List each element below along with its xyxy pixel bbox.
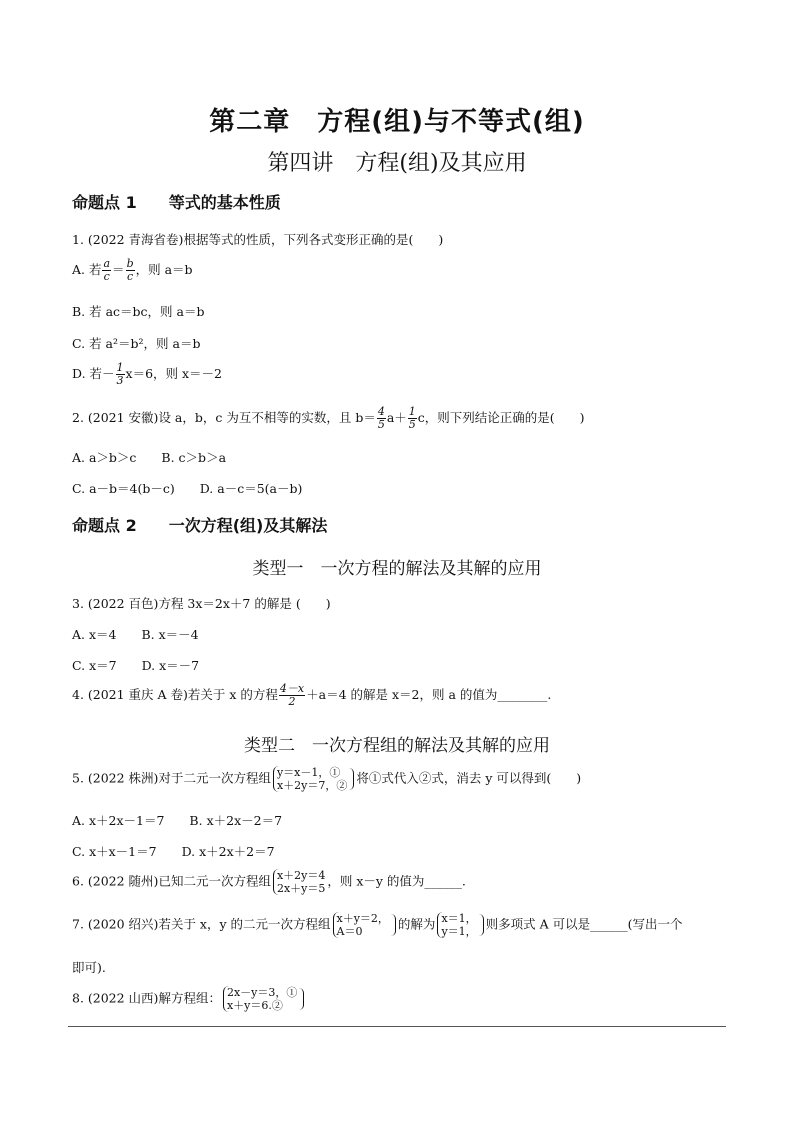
fraction: $\frac{1}{5}$ [408, 405, 416, 431]
question-1-option-a: A. 若 $\frac{a}{c}$ ＝ $\frac{b}{c}$ ，则 a＝b [72, 257, 193, 283]
solution-system: x＝1， y＝1， [437, 912, 476, 938]
equation-system: y＝x－1，① x＋2y＝7，② [273, 766, 347, 792]
fraction: $\frac{1}{3}$ [116, 361, 124, 387]
question-1-option-c: C. 若 a²＝b²，则 a＝b [72, 336, 201, 351]
question-1-stem: 1. (2022 青海省卷)根据等式的性质，下列各式变形正确的是( ) [72, 232, 444, 247]
chapter-title: 第二章 方程(组)与不等式(组) [209, 107, 585, 137]
section-heading-1: 命题点 1 等式的基本性质 [72, 193, 281, 212]
fraction: $\frac{4-x}{2}$ [279, 682, 305, 708]
type-heading-2: 类型二 一次方程组的解法及其解的应用 [244, 736, 550, 756]
question-4-stem: 4. (2021 重庆 A 卷)若关于 x 的方程 $\frac{4-x}{2}$ ＋a＝4 的解是 x＝2，则 a 的值为________. [72, 682, 552, 708]
equation-system: x＋y＝2， A＝0 [333, 912, 389, 938]
equation-system: 2x－y＝3，① x＋y＝6.② [223, 986, 297, 1012]
type-heading-1: 类型一 一次方程的解法及其解的应用 [252, 559, 542, 579]
question-2-stem: 2. (2021 安徽)设 a，b，c 为互不相等的实数，且 b＝ $\frac{4}{5}$ a＋ $\frac{1}{5}$ c，则下列结论正确的是( ) [72, 405, 585, 431]
question-7-stem: 7. (2020 绍兴)若关于 x，y 的二元一次方程组 x＋y＝2， A＝0 的解为 x＝1， y＝1， 则多项式 A 可以是______(写出一个 [72, 912, 683, 938]
question-1-option-d: D. 若－ $\frac{1}{3}$ x＝6，则 x＝－2 [72, 361, 223, 387]
question-3-options-cd: C. x＝7 D. x＝－7 [72, 658, 200, 673]
question-5-options-cd: C. x＋x－1＝7 D. x＋2x＋2＝7 [72, 844, 275, 859]
fraction: $\frac{a}{c}$ [103, 257, 111, 283]
equation-system: x＋2y＝4 2x＋y＝5 [273, 869, 325, 895]
question-7-continuation: 即可). [72, 960, 106, 975]
question-3-stem: 3. (2022 百色)方程 3x＝2x＋7 的解是 ( ) [72, 596, 331, 611]
fraction: $\frac{b}{c}$ [126, 257, 134, 283]
question-3-options-ab: A. x＝4 B. x＝－4 [72, 627, 199, 642]
question-2-options-ab: A. a＞b＞c B. c＞b＞a [72, 450, 227, 465]
question-2-options-cd: C. a－b＝4(b－c) D. a－c＝5(a－b) [72, 481, 303, 496]
footer-divider [68, 1026, 726, 1027]
question-5-options-ab: A. x＋2x－1＝7 B. x＋2x－2＝7 [72, 813, 283, 828]
fraction: $\frac{4}{5}$ [377, 405, 385, 431]
section-heading-2: 命题点 2 一次方程(组)及其解法 [72, 516, 328, 535]
question-6-stem: 6. (2022 随州)已知二元一次方程组 x＋2y＝4 2x＋y＝5 ，则 x－y 的值为______. [72, 869, 466, 895]
question-1-option-b: B. 若 ac＝bc，则 a＝b [72, 304, 205, 319]
question-8-stem: 8. (2022 山西)解方程组： 2x－y＝3，① x＋y＝6.② [72, 986, 306, 1012]
lecture-title: 第四讲 方程(组)及其应用 [267, 151, 527, 176]
question-5-stem: 5. (2022 株洲)对于二元一次方程组 y＝x－1，① x＋2y＝7，② 将①式代入②式，消去 y 可以得到( ) [72, 766, 582, 792]
